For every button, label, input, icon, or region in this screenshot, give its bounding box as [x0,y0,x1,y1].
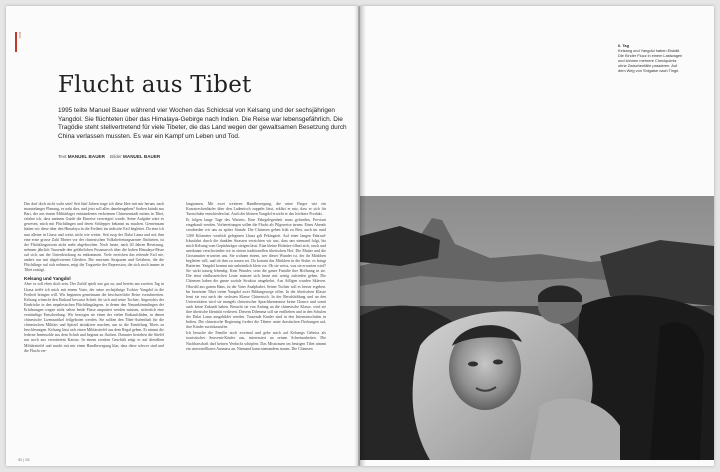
left-page [6,6,358,466]
article-title: Flucht aus Tibet [58,72,252,98]
caption-text: Kelsang und Yangdol haben Eiskält. Die Kinder Flucz in einem Lastwagen und können mehrere Checkpoints ohne Zwischenfälle passieren. Auf dem Weg von Shigatse nach Tingri. [618,48,683,73]
body-paragraph: Aber es soll eben doch sein. Der Zufall spielt mir gut zu, und bereits am zweiten Tag in Lhasa treffe ich mich mit einem Vater, der seine sechsjährige Tochter Yangdol in die Freiheit bringen will. Wir beginnen gemeinsam die beschwerliche Reise vorzubereiten. Kelsang wünscht den Einkauf bewusst Schritt für sich und seine Tochter. Angesichts der Eindrücke in den nepalesischen Flüchtlingslagern, in denen den Neuankömmlingen der Erfahrungen wegen nicht selten beide Füsse amputiert werden müssen, sichertich eine vernünftige Entscheidung. Wir besorgen sie einen der vielen Einkaufsläden, in denen chinesische Lizenzartikel feilgeboten werden. Sie sollten den Tibet-Aufenthalt für die chinesischen Militärs und Spitzel attraktiver machen, um so die Ermittlung Tibets zu beschleunigen. Kelsang lässt sich einen Militärstiefel aus dem Regal geben. Er nimmt die lederne Innensohle aus dem Schuh und beginnt zu fluchen. Darunter bestehen die Stiefel nur noch aus verrottetem Karton. In einem zweiten Geschäft zeigt er auf dieselben Militärstiefel und macht mit mir einen Handbewegung klar, dass diese schwer sind und die Flucht ver- [24,282,164,353]
body-column-1 [24,202,164,355]
article-credits [58,154,160,159]
images-credit-label: Bilder [110,154,122,159]
section-bar [15,32,17,52]
section-tab [15,32,22,52]
section-label: EXIL [18,32,22,39]
right-page [360,6,714,466]
body-paragraph: Er folgen lange Tage des Wartens. Eine Fahrgelegenheit muss gefunden, Proviant eingekauft werden. Vorbereitungen sollen die Flucht als Pilgerreise tarnen. Eines Abends verabreden wir uns zu später Stunde. Die Chinesen gehen früh zu Bett, auch im rund 1200 Kilometer westlich gelegenen Lhasa gilt Pekingzeit. Auf einer langen Fahrrad-Irkusfahrt durch die dunklen Strassen verzichten wir uns, dass uns niemand folgt, bis mich Kelsang vom Gepäckträger steigen lässt. Eine kleine Holztüre öffnet sich, rasch und unerkannt verschwinden wir in einem traditionellen tibetischen Hof. Die Mutter und die Grossmutter erwarten uns. Sie wohnen einem, wer dieser Wunder ist, der ihr Mädchen begleiten will, und ob ihm zu trauen sei. Da kommt das Mädchen in die Stube, es bringt Buttertee. Yangdol kommt mir unheimlich klein vor. Ob sie weiss, was sie erwarten wird? Sie wirkt traurig lebendig. Kein Wunder, setzt die ganze Familie ihre Hoffnung in sie. Die einst einflussreichen Leute müssen sich heute mit wenig zufrieden geben. Die Chinesen haben die ganze soziale Struktur umgekehrt. Aus Adligen wurden Sklaven. Obwohl aus gutem Haus, ist der Vater Analphabet. Seiner Tochter soll es besser ergehen. Im besetzten Tibet treten Yangdol zwei Bildungswege offen. In der tibetischen Klasse lernt sie erst nach der sechsten Klasse Chinesisch. In der Berufsbildung und an den Universitäten wird sie mangels chinesischer Sprachkenntnisse keine Chance und somit auch keine Zukunft haben. Besucht sie von Anfang an die chinesische Klasse, wird sie ihre tibetische Identität verlieren. Diesem Dilemma soll sie entfliehen und in den Schulen der Dalai Lama ausgebildet werden. Tausende Kinder sind in den Internatsschulen in Indien. Die chinesische Regierung fordert die Tibeter unter drastischen Drohungen auf, ihre Kinder zurückzurufen. [186,218,326,330]
body-column-2 [186,202,326,353]
page-gutter [354,6,366,466]
photo-caption [618,43,684,73]
caption-label: 6. Tag [618,43,629,48]
refugee-photo [360,196,714,460]
body-paragraph: langsamen. Mit zwei weiteren Handbewegung, die seine Finger wie ein Kurzstreckenläufer über den Ladentisch zappeln lässt, erklärt er mir, dass er sich für Turnschuhe entschieden hat. Auch der kleinen Yangdol erwirbt er das leichtere Produkt. [186,202,326,217]
body-paragraph: Ich besuche die Familie noch zweimal und gebe mich auf Kelsangs Geheiss als touristischer Souvenir-Käufer aus, interessiert an seinen Schreinarbeiten. Die Nachbarschaft darf keinen Verdacht schöpfen. Das Misstrauen im heutigen Tibet nimmt ein unvorstellbares Ausmass an. Niemand kann niemandem trauen. Die Chinesen [186,331,326,351]
refugee-photo-image [360,196,714,460]
article-lead: 1995 teilte Manuel Bauer während vier Wochen das Schicksal von Kelsang und der sechsjährigen Yangdol. Sie flüchteten über das Himalaya-Gebirge nach Indien. Die Reise war lebensgefährlich. Die Tragödie steht stellvertretend für viele Tibeter, die das Land wegen der gewaltsamen Besetzung durch China verlassen mussten. Es war ein Kampf um Leben und Tod. [58,107,347,141]
body-subhead: Kelsang und Yangdol [24,276,71,282]
text-credit-label: Text [58,154,67,159]
body-paragraph: Das darf doch nicht wahr sein! Seit fünf Jahren trage ich diese Idee mit mir herum, nach monatelanger Planung, es naht dies, und jetzt soll alles danebengehen? Sorben kränkt aus Bari, der aus einem Militärlager entstandenen verbotenen Chinesenstadt mitten in Tibet, erfahre ich, dass meinem Guide die Einreise verweigert wurde. Seine Aufgabe wäre es gewesen, mich mit Flüchtlingen und deren Schlepper bekannt zu machen. Gemeinsam hätten wir diese über den Himalaya in die Freiheit ins indische Exil begleitet. Da eine ich nun alleine in Lhasa und weiss nicht wie weiter. Seit rusp der Dalai Lama und mit ihm eine erste grosse Zahl Tibeter vor der chinesischen Volksbefreiungsarmee flüchteten, ist der Flüchtlingsstrom nicht mehr abgebrochen. Noch heute, nach 40 Jahren Besetzung, nehmen jährlich Tausende den gefährlichen Fussmarsch über die hohen Himalaya-Pässe auf sich, um der Unterdrückung zu entkommen. Viele erreichen das rettende Exil nie, andere nur mit abgefrorenen Gliedern. Die enormen Strapazen und Gefahren, die die Flüchtlinge auf sich nehmen, zeigt die Tragweite der Repression, die sich noch immer in Tibet zuträgt. [24,202,164,273]
page-folio: 92 | 93 [18,458,30,462]
images-credit-author: MANUEL BAUER [123,154,161,159]
text-credit-author: MANUEL BAUER [67,154,105,159]
